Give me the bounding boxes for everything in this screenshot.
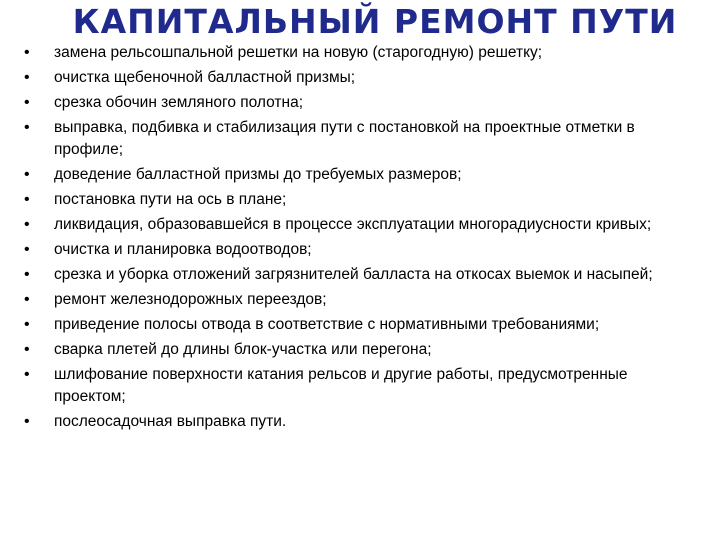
- list-item-text: срезка и уборка отложений загрязнителей балласта на откосах выемок и насыпей;: [54, 266, 653, 283]
- bullet-icon: •: [24, 191, 30, 208]
- list-item: [22, 411, 702, 433]
- list-item-text: доведение балластной призмы до требуемых размеров;: [54, 166, 462, 183]
- list-item: [22, 289, 702, 311]
- list-item: [22, 314, 702, 336]
- bullet-icon: •: [24, 94, 30, 111]
- list-item: [22, 214, 702, 236]
- list-item-text: замена рельсошпальной решетки на новую (старогодную) решетку;: [54, 44, 543, 61]
- list-item: [22, 117, 702, 161]
- list-item-text: постановка пути на ось в плане;: [54, 191, 287, 208]
- bullet-icon: •: [24, 44, 30, 61]
- list-item: [22, 264, 702, 286]
- bullet-icon: •: [24, 241, 30, 258]
- bullet-icon: •: [24, 341, 30, 358]
- list-item: [22, 42, 702, 64]
- list-item: [22, 339, 702, 361]
- list-item-text: выправка, подбивка и стабилизация пути с постановкой на проектные отметки в профиле;: [54, 119, 635, 158]
- bullet-icon: •: [24, 291, 30, 308]
- bullet-icon: •: [24, 119, 30, 136]
- list-item-text: сварка плетей до длины блок-участка или перегона;: [54, 341, 432, 358]
- bullet-icon: •: [24, 69, 30, 86]
- list-item-text: ремонт железнодорожных переездов;: [54, 291, 327, 308]
- bullet-icon: •: [24, 316, 30, 333]
- list-item: [22, 239, 702, 261]
- list-item: [22, 189, 702, 211]
- slide-title: КАПИТАЛЬНЫЙ РЕМОНТ ПУТИ: [72, 2, 678, 41]
- bullet-icon: •: [24, 366, 30, 383]
- list-item-text: срезка обочин земляного полотна;: [54, 94, 304, 111]
- list-item: [22, 164, 702, 186]
- bullet-icon: •: [24, 216, 30, 233]
- list-item: [22, 92, 702, 114]
- bullet-icon: •: [24, 266, 30, 283]
- work-list: [22, 42, 702, 436]
- bullet-icon: •: [24, 413, 30, 430]
- bullet-icon: •: [24, 166, 30, 183]
- list-item-text: шлифование поверхности катания рельсов и другие работы, предусмотренные проектом;: [54, 366, 628, 405]
- list-item-text: приведение полосы отвода в соответствие с нормативными требованиями;: [54, 316, 600, 333]
- list-item-text: послеосадочная выправка пути.: [54, 413, 287, 430]
- list-item-text: ликвидация, образовавшейся в процессе эксплуатации многорадиусности кривых;: [54, 216, 652, 233]
- list-item: [22, 67, 702, 89]
- list-item-text: очистка щебеночной балластной призмы;: [54, 69, 356, 86]
- list-item-text: очистка и планировка водоотводов;: [54, 241, 312, 258]
- list-item: [22, 364, 702, 408]
